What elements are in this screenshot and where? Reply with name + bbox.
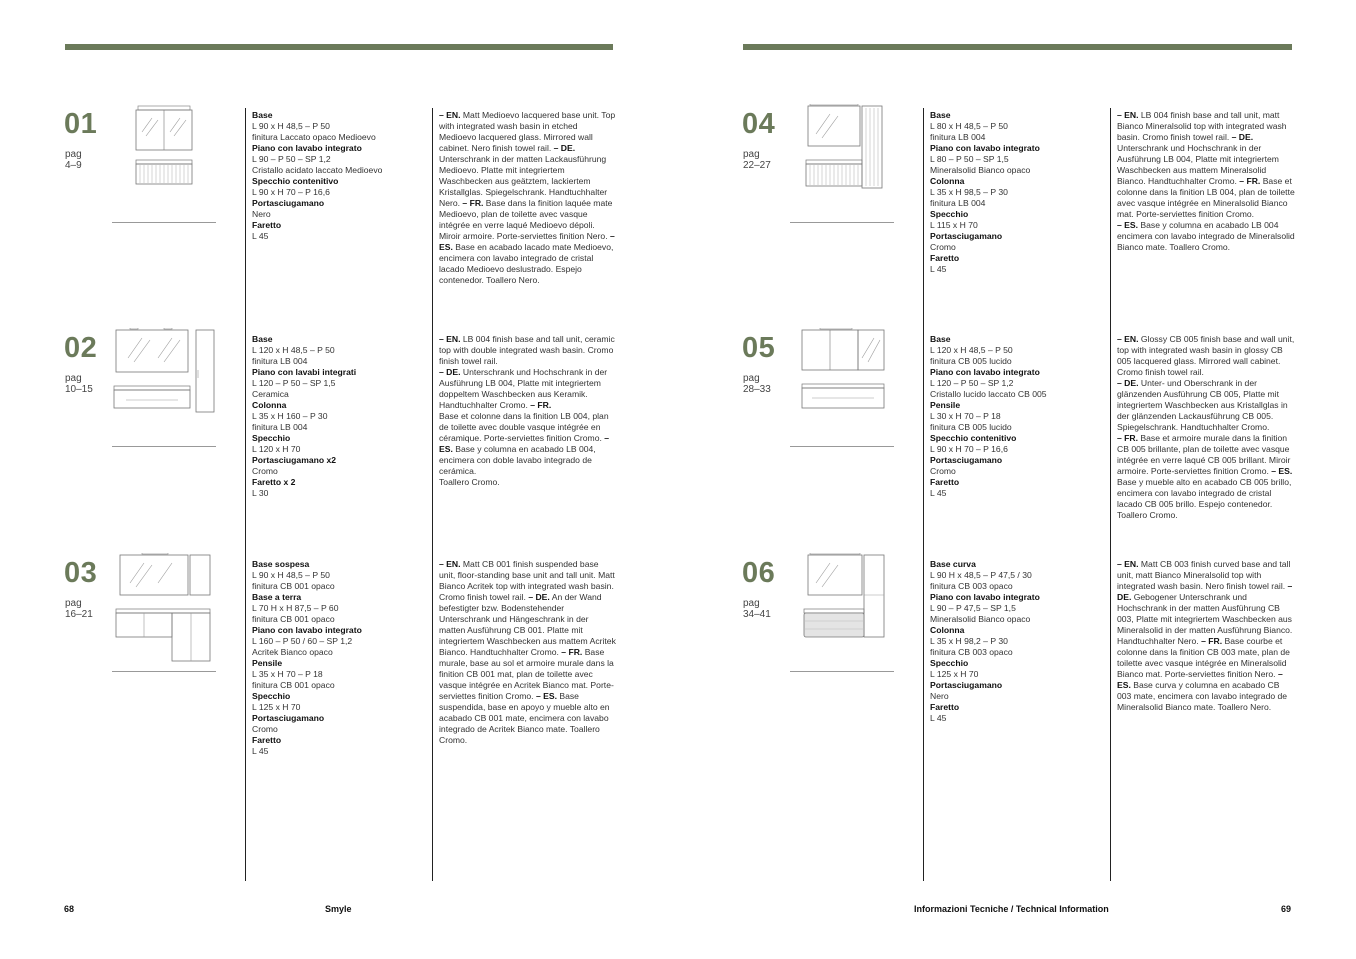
drawing-baseline bbox=[790, 446, 894, 447]
page-reference: pag 28–33 bbox=[743, 373, 771, 395]
product-drawing bbox=[790, 553, 896, 671]
specifications: Base curva L 90 H x 48,5 – P 47,5 / 30 finitura CB 003 opaco Piano con lavabo integrato L 90 – P 47,5 – SP 1,5 Mineralsolid Bianco opaco Colonna L 35 x H 98,2 – P 30 finitura CB 003 opaco Specchio L 125 x H 70 Portasciugamano Nero Faretto L 45 bbox=[930, 559, 1040, 723]
product-drawing bbox=[112, 553, 218, 671]
page-number: 68 bbox=[64, 904, 75, 914]
product-entry-06 bbox=[678, 557, 1356, 777]
multilingual-description: – EN. LB 004 finish base and tall unit, ceramic top with double integrated wash basin. Cromo finish towel rail. – DE. Unterschrank und Hochschrank in der Ausführung LB 004, Platte mit integriertem doppeltem Waschbecken aus Keramik. Handtuchhalter Cromo. – FR. Base et colonne dans la finition LB 004, plan de toilette avec double vasque intégrée en céramique. Porte-serviettes finition Cromo. – ES. Base y columna en acabado LB 004, encimera con doble lavabo integrado de cerámica. Toallero Cromo. bbox=[439, 334, 615, 487]
footer-title: Smyle bbox=[325, 904, 352, 914]
product-entry-02 bbox=[0, 332, 678, 552]
multilingual-description: – EN. LB 004 finish base and tall unit, matt Bianco Mineralsolid top with integrated wash basin. Cromo finish towel rail. – DE. Unterschrank und Hochschrank in der Ausführung LB 004, Platte mit integriertem Waschbecken aus mattem Mineralsolid Bianco. Handtuchhalter Cromo. – FR. Base et colonne dans la finition LB 004, plan de toilette avec vasque intégrée en Mineralsolid Bianco mat. Porte-serviettes finition Cromo. – ES. Base y columna en acabado LB 004 encimera con lavabo integrado de Mineralsolid Bianco mate. Toallero Cromo. bbox=[1117, 110, 1295, 252]
drawing-baseline bbox=[790, 222, 894, 223]
page-reference: pag 16–21 bbox=[65, 598, 93, 620]
entry-number: 06 bbox=[742, 557, 776, 589]
entry-number: 02 bbox=[64, 332, 98, 364]
entry-number: 03 bbox=[64, 557, 98, 589]
specifications: Base L 120 x H 48,5 – P 50 finitura CB 005 lucido Piano con lavabo integrato L 120 – P 50 – SP 1,2 Cristallo lucido laccato CB 005 Pensile L 30 x H 70 – P 18 finitura CB 005 lucido Specchio contenitivo L 90 x H 70 – P 16,6 Portasciugamano Cromo Faretto L 45 bbox=[930, 334, 1047, 498]
specifications: Base sospesa L 90 x H 48,5 – P 50 finitura CB 001 opaco Base a terra L 70 H x H 87,5 – P 60 finitura CB 001 opaco Piano con lavabo integrato L 160 – P 50 / 60 – SP 1,2 Acritek Bianco opaco Pensile L 35 x H 70 – P 18 finitura CB 001 opaco Specchio L 125 x H 70 Portasciugamano Cromo Faretto L 45 bbox=[252, 559, 362, 756]
header-rule bbox=[743, 44, 1292, 50]
page-number: 69 bbox=[1281, 904, 1292, 914]
multilingual-description: – EN. Matt CB 001 finish suspended base unit, floor-standing base unit and tall unit. Matt Bianco Acritek top with integrated wash basin. Cromo finish towel rail. – DE. An der Wand befestigter bzw. Bodenstehender Unterschrank und Hängeschrank in der matten Ausführung CB 001. Platte mit integriertem Waschbecken aus mattem Acritek Bianco. Handtuchhalter Cromo. – FR. Base murale, base au sol et armoire murale dans la finition CB 001 mat, plan de toilette avec vasque intégrée en Acritek Bianco mat. Porte-serviettes finition Cromo. – ES. Base suspendida, base en apoyo y mueble alto en acabado CB 001 mate, encimera con lavabo integrado de Acritek Bianco mate. Toallero Cromo. bbox=[439, 559, 616, 745]
product-entry-03 bbox=[0, 557, 678, 777]
multilingual-description: – EN. Matt CB 003 finish curved base and tall unit, matt Bianco Mineralsolid top with integrated wash basin. Nero finish towel rail. – DE. Gebogener Unterschrank und Hochschrank in der matten Ausführung CB 003, Platte mit integriertem Waschbecken aus Mineralsolid in der matten Ausführung Bianco. Handtuchhalter Nero. – FR. Base courbe et colonne dans la finition CB 003 mate, plan de toilette avec vasque intégrée en Mineralsolid Bianco mat. Porte-serviettes finition Nero. – ES. Base curva y columna en acabado CB 003 mate, encimera con lavabo integrado de Mineralsolid Bianco mate. Toallero Nero. bbox=[1117, 559, 1293, 712]
drawing-baseline bbox=[112, 671, 216, 672]
drawing-baseline bbox=[790, 671, 894, 672]
page-reference: pag 22–27 bbox=[743, 149, 771, 171]
entry-number: 05 bbox=[742, 332, 776, 364]
product-entry-05 bbox=[678, 332, 1356, 552]
page-reference: pag 10–15 bbox=[65, 373, 93, 395]
right-page bbox=[678, 0, 1356, 959]
header-rule bbox=[65, 44, 613, 50]
specifications: Base L 80 x H 48,5 – P 50 finitura LB 004 Piano con lavabo integrato L 80 – P 50 – SP 1,5 Mineralsolid Bianco opaco Colonna L 35 x H 98,5 – P 30 finitura LB 004 Specchio L 115 x H 70 Portasciugamano Cromo Faretto L 45 bbox=[930, 110, 1040, 274]
drawing-baseline bbox=[112, 222, 216, 223]
product-drawing bbox=[790, 104, 896, 222]
page-reference: pag 4–9 bbox=[65, 149, 82, 171]
product-entry-04 bbox=[678, 108, 1356, 328]
drawing-baseline bbox=[112, 446, 216, 447]
product-drawing bbox=[112, 104, 218, 222]
page-reference: pag 34–41 bbox=[743, 598, 771, 620]
specifications: Base L 120 x H 48,5 – P 50 finitura LB 004 Piano con lavabi integrati L 120 – P 50 – SP 1,5 Ceramica Colonna L 35 x H 160 – P 30 finitura LB 004 Specchio L 120 x H 70 Portasciugamano x2 Cromo Faretto x 2 L 30 bbox=[252, 334, 357, 498]
product-drawing bbox=[112, 328, 218, 446]
product-drawing bbox=[790, 328, 896, 446]
multilingual-description: – EN. Glossy CB 005 finish base and wall unit, top with integrated wash basin in glossy CB 005 lacquered glass. Mirrored wall cabinet. Cromo finish towel rail. – DE. Unter- und Oberschrank in der glänzenden Ausführung CB 005, Platte mit integriertem Waschbecken aus Kristallglas in der glänzenden Lackausführung CB 005. Spiegelschrank. Handtuchhalter Cromo. – FR. Base et armoire murale dans la finition CB 005 brillante, plan de toilette avec vasque intégrée en verre laqué CB 005 brillant. Miroir armoire. Porte-serviettes finition Cromo. – ES. Base y mueble alto en acabado CB 005 brillo, encimera con lavabo integrado de cristal lacado CB 005 brillo. Espejo contenedor. Toallero Cromo. bbox=[1117, 334, 1295, 520]
multilingual-description: – EN. Matt Medioevo lacquered base unit. Top with integrated wash basin in etched Medioevo lacquered glass. Mirrored wall cabinet. Nero finish towel rail. – DE. Unterschrank in der matten Lackausführung Medioevo. Platte mit integriertem Waschbecken aus geätztem, lackiertem Kristallglas. Spiegelschrank. Handtuchhalter Nero. – FR. Base dans la finition laquée mate Medioevo, plan de toilette avec vasque intégrée en verre laqué Medioevo dépoli. Miroir armoire. Porte-serviettes finition Nero. – ES. Base en acabado lacado mate Medioevo, encimera con lavabo integrado de cristal lacado Medioevo deslustrado. Espejo contenedor. Toallero Nero. bbox=[439, 110, 616, 285]
entry-number: 01 bbox=[64, 108, 98, 140]
footer-title: Informazioni Tecniche / Technical Information bbox=[914, 904, 1109, 914]
specifications: Base L 90 x H 48,5 – P 50 finitura Laccato opaco Medioevo Piano con lavabo integrato L 90 – P 50 – SP 1,2 Cristallo acidato laccato Medioevo Specchio contenitivo L 90 x H 70 – P 16,6 Portasciugamano Nero Faretto L 45 bbox=[252, 110, 383, 241]
product-entry-01 bbox=[0, 108, 678, 328]
entry-number: 04 bbox=[742, 108, 776, 140]
